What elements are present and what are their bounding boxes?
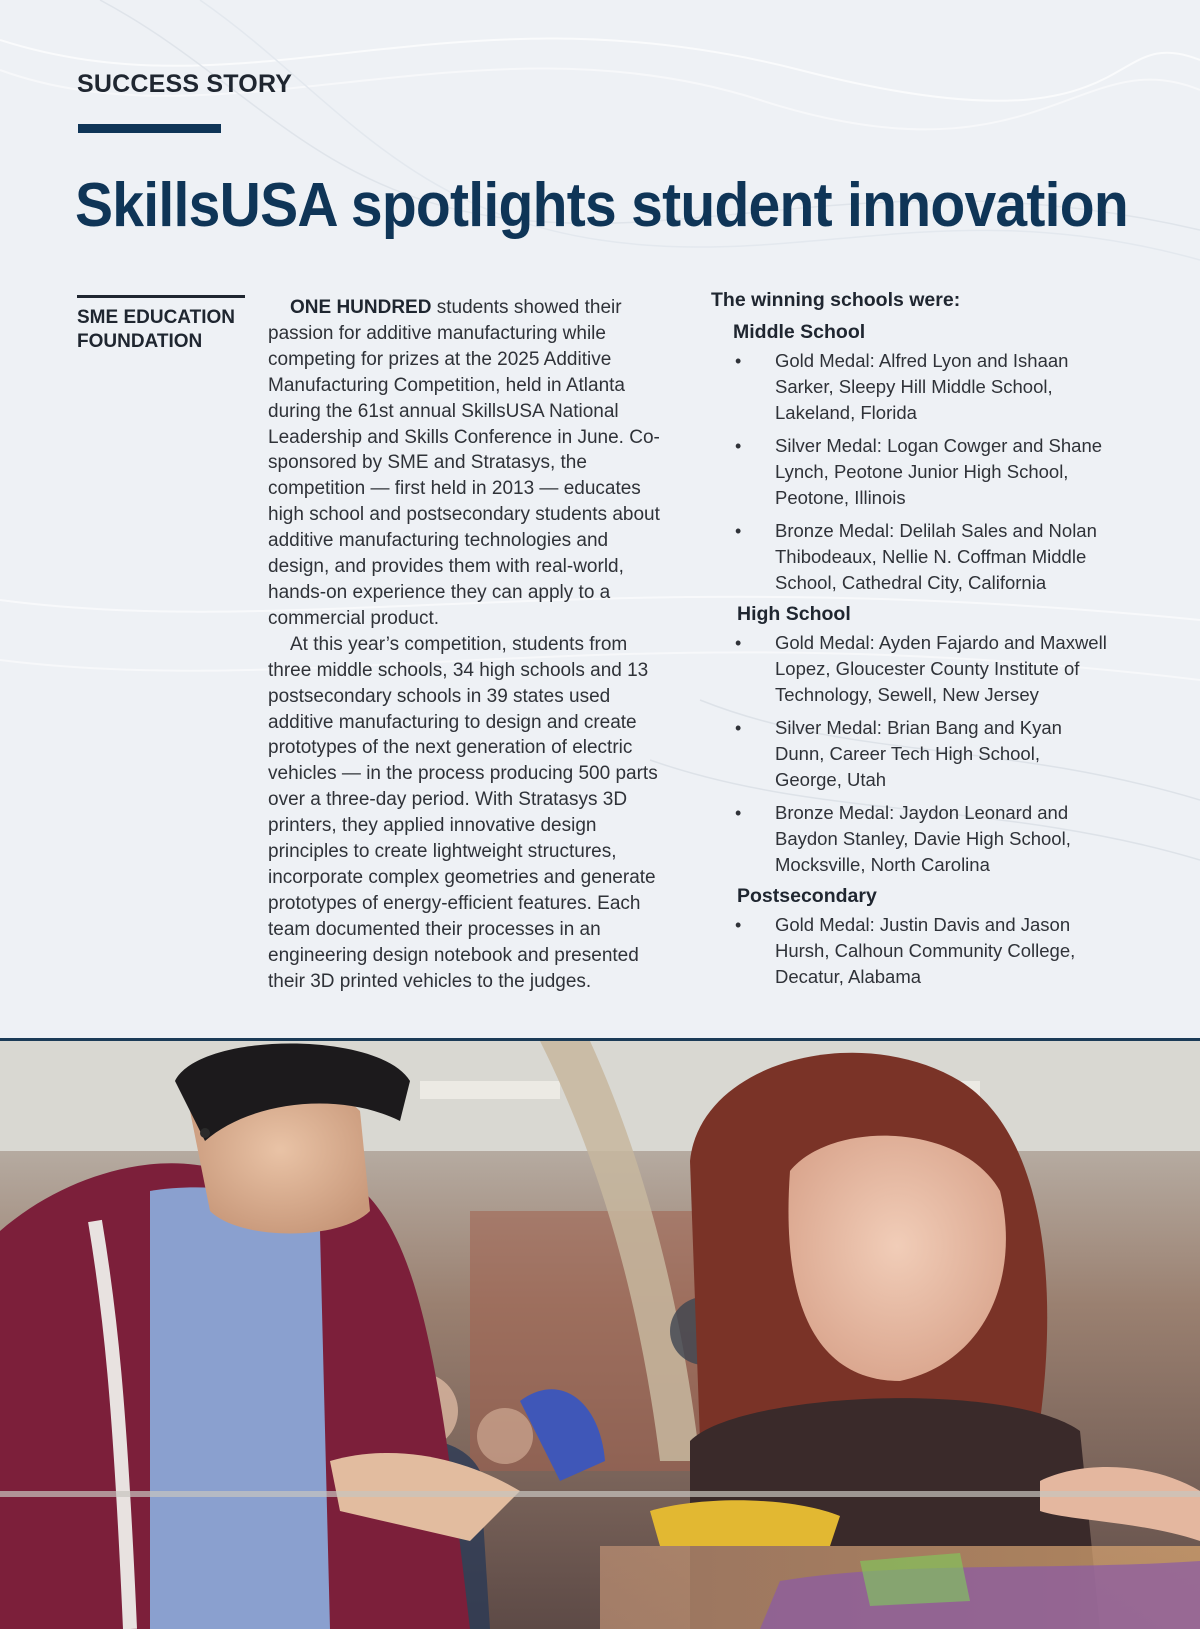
medal-item (711, 715, 1111, 793)
medal-text: Bronze Medal: Delilah Sales and Nolan Thibodeaux, Nellie N. Coffman Middle School, Cathedral City, California (775, 520, 1097, 593)
medal-text: Gold Medal: Ayden Fajardo and Maxwell Lopez, Gloucester County Institute of Technology, Sewell, New Jersey (775, 632, 1107, 705)
bullet-icon: • (735, 351, 742, 371)
medal-text: Gold Medal: Justin Davis and Jason Hursh, Calhoun Community College, Decatur, Alabama (775, 914, 1076, 987)
bullet-icon: • (735, 521, 742, 541)
article-paragraph-text: students showed their passion for additive manufacturing while competing for prizes at the 2025 Additive Manufacturing Competition, held in Atlanta during the 61st annual SkillsUSA National Leadership and Skills Conference in June. Co-sponsored by SME and Stratasys, the competition — first held in 2013 — educates high school and postsecondary students about additive manufacturing technologies and design, and provides them with real-world, hands-on experience they can apply to a commercial product. (268, 297, 660, 629)
bullet-icon: • (735, 633, 742, 653)
article-headline: SkillsUSA spotlights student innovation (75, 171, 1128, 240)
bullet-icon: • (735, 718, 742, 738)
bullet-icon: • (735, 436, 742, 456)
group-title-postsecondary: Postsecondary (737, 885, 877, 907)
medal-item (711, 348, 1111, 426)
medal-item (711, 912, 1111, 990)
medal-text: Gold Medal: Alfred Lyon and Ishaan Sarker, Sleepy Hill Middle School, Lakeland, Florida (775, 350, 1069, 423)
bullet-icon: • (735, 915, 742, 935)
medal-item (711, 630, 1111, 708)
group-title-high-school: High School (737, 603, 851, 625)
bullet-icon: • (735, 803, 742, 823)
medal-text: Silver Medal: Brian Bang and Kyan Dunn, Career Tech High School, George, Utah (775, 717, 1062, 790)
medal-item (711, 800, 1111, 878)
medal-item (711, 518, 1111, 596)
medal-text: Silver Medal: Logan Cowger and Shane Lynch, Peotone Junior High School, Peotone, Illinois (775, 435, 1103, 508)
section-kicker: SUCCESS STORY (77, 70, 293, 98)
article-body (268, 295, 673, 994)
article-paragraph (268, 295, 673, 632)
students-photo (0, 1038, 1200, 1629)
medal-item (711, 433, 1111, 511)
medal-list-high-school (711, 630, 1111, 878)
medal-list-postsecondary (711, 912, 1111, 990)
kicker-underline (78, 124, 221, 133)
group-title-middle-school: Middle School (733, 321, 866, 343)
medal-list-middle-school (711, 348, 1111, 596)
byline: SME EDUCATION FOUNDATION (77, 307, 235, 352)
article-lead: ONE HUNDRED (290, 297, 432, 318)
medal-text: Bronze Medal: Jaydon Leonard and Baydon Stanley, Davie High School, Mocksville, North Carolina (775, 802, 1071, 875)
winners-sidebar (711, 289, 1111, 997)
byline-rule (77, 295, 245, 298)
article-paragraph: At this year’s competition, students from three middle schools, 34 high schools and 13 postsecondary schools in 39 states used additive manufacturing to design and create prototypes of the next generation of electric vehicles — in the process producing 500 parts over a three-day period. With Stratasys 3D printers, they applied innovative design principles to create lightweight structures, incorporate complex geometries and generate prototypes of energy-efficient features. Each team documented their processes in an engineering design notebook and presented their 3D printed vehicles to the judges. (268, 633, 658, 992)
winners-title: The winning schools were: (711, 289, 961, 311)
